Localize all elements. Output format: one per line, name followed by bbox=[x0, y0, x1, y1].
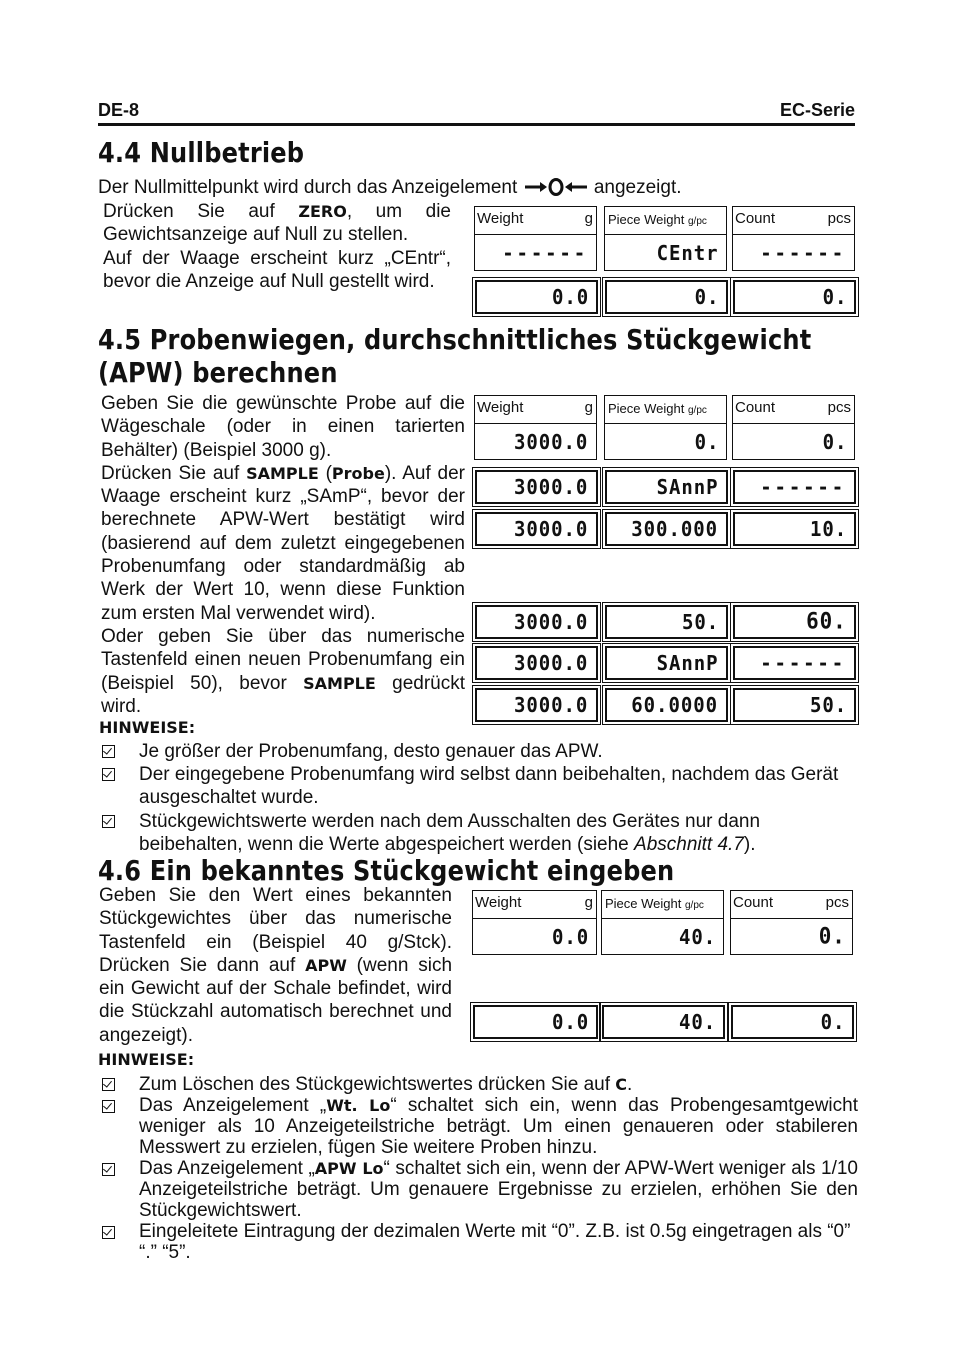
note-item: Je größer der Probenumfang, desto genauer das APW. bbox=[139, 741, 603, 762]
count-display: ------ bbox=[733, 470, 856, 504]
count-display: ------ bbox=[733, 646, 856, 680]
zero-instructions: Drücken Sie auf ZERO, um die Gewichtsanzeige auf Null zu stellen. Auf der Waage erscheint kurz „CEntr“, bevor die Anzeige auf Null gestellt wird. bbox=[103, 201, 451, 292]
checkbox-icon bbox=[102, 1226, 115, 1239]
zero-center-icon bbox=[523, 178, 589, 196]
piece-weight-display: SAnnP bbox=[605, 470, 728, 504]
weight-display: 3000.0 bbox=[475, 688, 598, 722]
piece-weight-display: CEntr bbox=[604, 234, 727, 271]
note-item: Eingeleitete Eintragung der dezimalen Werte mit “0”. Z.B. ist 0.5g eingetragen als “0” “.” “5”. bbox=[139, 1221, 851, 1263]
count-display: 0. bbox=[732, 423, 855, 460]
weight-label: Weight g bbox=[474, 395, 597, 424]
checkbox-icon bbox=[102, 745, 115, 758]
section-title-4-5: 4.5 Probenwiegen, durchschnittliches Stückgewicht bbox=[98, 323, 812, 356]
weight-display: ------ bbox=[474, 234, 597, 271]
note-item: Der eingegebene Probenumfang wird selbst dann beibehalten, nachdem das Gerät ausgeschaltet wurde. bbox=[139, 764, 839, 808]
count-display: 10. bbox=[733, 512, 856, 546]
header-rule bbox=[98, 123, 855, 126]
checkbox-icon bbox=[102, 768, 115, 781]
note-item: Stückgewichtswerte werden nach dem Ausschalten des Gerätes nur dann beibehalten, wenn die Werte abgespeichert werden (siehe Abschnitt 4.7). bbox=[139, 811, 761, 855]
piece-weight-display: 0. bbox=[604, 423, 727, 460]
count-label: Count pcs bbox=[732, 395, 855, 424]
note-item: Das Anzeigelement „APW Lo“ schaltet sich ein, wenn der APW-Wert weniger als 1/10 Anzeigeteilstriche beträgt. Um genauere Ergebnisse zu erzielen, erhöhen Sie den Stückgewichtswert. bbox=[139, 1158, 858, 1221]
notes-title: HINWEISE: bbox=[99, 718, 196, 737]
piece-weight-display: SAnnP bbox=[605, 646, 728, 680]
section-title-4-5-line2: (APW) berechnen bbox=[98, 356, 338, 389]
piece-weight-display: 40. bbox=[602, 1005, 725, 1039]
piece-weight-display: 300.000 bbox=[605, 512, 728, 546]
count-display: ------ bbox=[732, 234, 855, 271]
notes-title: HINWEISE: bbox=[98, 1050, 195, 1069]
sample-instructions: Geben Sie die gewünschte Probe auf die Wägeschale (oder in einen tarierten Behälter) (Beispiel 3000 g). Drücken Sie auf SAMPLE (Probe). Auf der Waage erscheint kurz „SAmP“, bevor der berechnete APW-Wert bestätigt wird (basierend auf dem zuletzt eingegebenen Probenumfang oder standardmäßig ab Werk der Wert 10, wenn diese Funktion zum ersten Mal verwendet wird). Oder geben Sie über das numerische Tastenfeld einen neuen Probenumfang ein (Beispiel 50), bevor SAMPLE gedrückt wird. bbox=[101, 393, 465, 717]
piece-weight-label: Piece Weight g/pc bbox=[604, 395, 727, 424]
checkbox-icon bbox=[102, 1163, 115, 1176]
count-display: 0. bbox=[731, 1005, 854, 1039]
piece-weight-label: Piece Weight g/pc bbox=[601, 890, 724, 919]
count-label: Count pcs bbox=[730, 890, 853, 919]
note-item: Zum Löschen des Stückgewichtswertes drücken Sie auf C. bbox=[139, 1074, 633, 1095]
count-display: 60. bbox=[733, 605, 856, 639]
piece-weight-display: 40. bbox=[601, 918, 724, 955]
weight-display: 0.0 bbox=[475, 280, 598, 314]
count-display: 50. bbox=[733, 688, 856, 722]
piece-weight-label: Piece Weight g/pc bbox=[604, 206, 727, 235]
count-display: 0. bbox=[733, 280, 856, 314]
weight-display: 3000.0 bbox=[475, 646, 598, 680]
piece-weight-display: 0. bbox=[605, 280, 728, 314]
piece-weight-display: 60.0000 bbox=[605, 688, 728, 722]
checkbox-icon bbox=[102, 1100, 115, 1113]
series-name: EC-Serie bbox=[779, 100, 855, 120]
weight-display: 3000.0 bbox=[475, 605, 598, 639]
checkbox-icon bbox=[102, 815, 115, 828]
zero-intro: Der Nullmittelpunkt wird durch das Anzeigelement angezeigt. bbox=[98, 177, 682, 198]
weight-display: 0.0 bbox=[472, 918, 597, 955]
weight-display: 0.0 bbox=[473, 1005, 598, 1039]
count-display: 0. bbox=[730, 918, 853, 955]
weight-display: 3000.0 bbox=[475, 512, 598, 546]
weight-display: 3000.0 bbox=[475, 470, 598, 504]
piece-weight-display: 50. bbox=[605, 605, 728, 639]
checkbox-icon bbox=[102, 1078, 115, 1091]
weight-label: Weight g bbox=[474, 206, 597, 235]
section-title-4-4: 4.4 Nullbetrieb bbox=[98, 136, 305, 169]
count-label: Count pcs bbox=[732, 206, 855, 235]
weight-display: 3000.0 bbox=[474, 423, 597, 460]
weight-label: Weight g bbox=[472, 890, 597, 919]
page-number: DE-8 bbox=[98, 100, 140, 120]
apw-instructions: Geben Sie den Wert eines bekannten Stückgewichtes über das numerische Tastenfeld ein (Beispiel 40 g/Stck). Drücken Sie dann auf APW (wenn sich ein Gewicht auf der Schale befindet, wird die Stückzahl automatisch berechnet und angezeigt). bbox=[99, 885, 453, 1046]
note-item: Das Anzeigelement „Wt. Lo“ schaltet sich ein, wenn das Probengesamtgewicht weniger als 10 Anzeigeteilstriche beträgt. Um einen genaueren oder stabileren Messwert zu erzielen, fügen Sie weitere Proben hinzu. bbox=[139, 1095, 858, 1158]
section-title-4-6: 4.6 Ein bekanntes Stückgewicht eingeben bbox=[98, 854, 675, 887]
